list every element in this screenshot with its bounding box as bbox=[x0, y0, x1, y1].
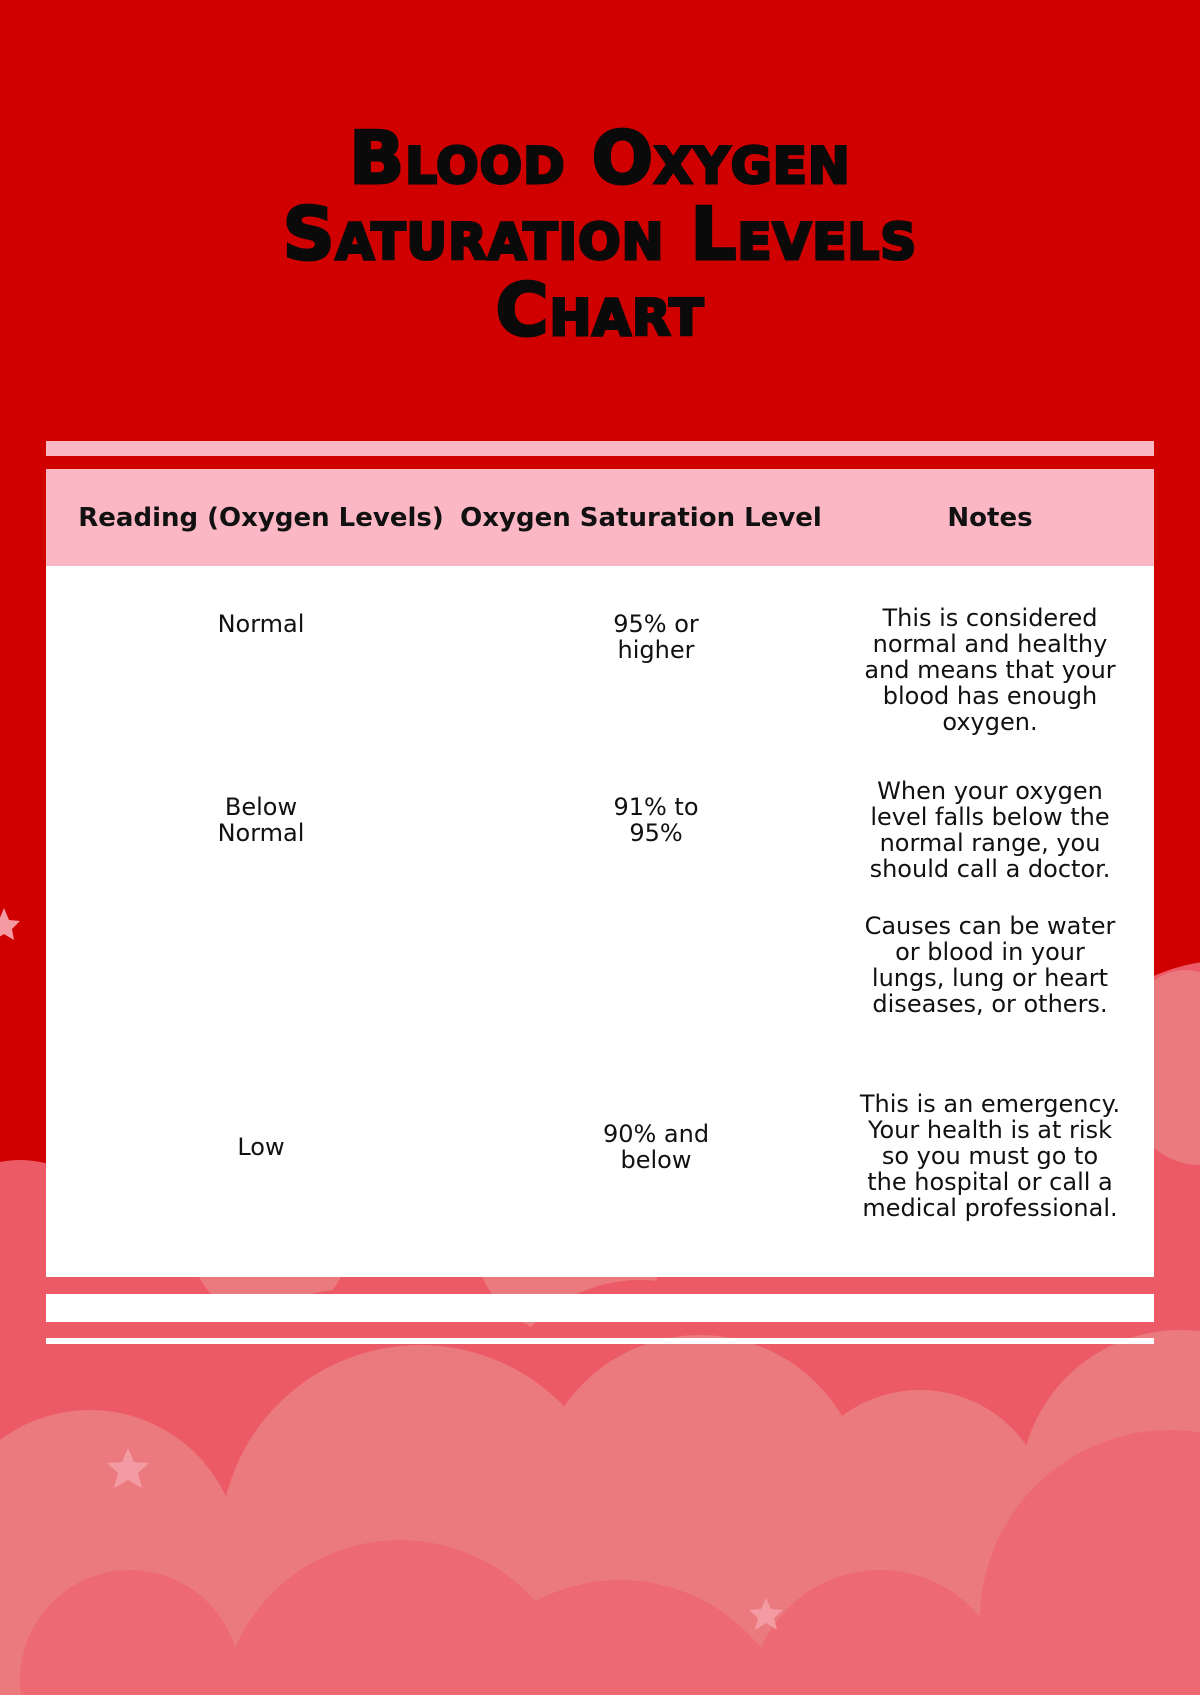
cell-notes-low: This is an emergency. Your health is at risk so you must go to the hospital or call a medical professional. bbox=[859, 1090, 1121, 1222]
top-divider-bar bbox=[46, 441, 1154, 456]
header-notes: Notes bbox=[947, 502, 1033, 533]
cell-reading-low: Low bbox=[237, 1133, 285, 1161]
cell-level-low: 90% and below bbox=[602, 1120, 710, 1174]
cell-level-below-normal: 91% to 95% bbox=[613, 793, 699, 847]
title-line: Blood Oxygen bbox=[349, 116, 851, 200]
title-line: Chart bbox=[495, 268, 705, 352]
bottom-divider-line bbox=[46, 1338, 1154, 1344]
cell-notes-below-normal-2: Causes can be water or blood in your lungs, lung or heart diseases, or others. bbox=[864, 912, 1116, 1018]
header-reading: Reading (Oxygen Levels) bbox=[78, 502, 444, 533]
oxygen-levels-table bbox=[46, 469, 1154, 1277]
cell-reading-below-normal: Below Normal bbox=[217, 793, 305, 847]
page-title bbox=[100, 116, 1100, 352]
header-saturation-level: Oxygen Saturation Level bbox=[460, 502, 822, 533]
bottom-divider-bar bbox=[46, 1294, 1154, 1322]
cell-notes-normal: This is considered normal and healthy and means that your blood has enough oxygen. bbox=[864, 604, 1116, 736]
cell-level-normal: 95% or higher bbox=[613, 610, 699, 664]
cell-reading-normal: Normal bbox=[217, 610, 305, 638]
title-line: Saturation Levels bbox=[282, 192, 918, 276]
cell-notes-below-normal-1: When your oxygen level falls below the normal range, you should call a doctor. bbox=[869, 777, 1111, 883]
table-header-row bbox=[46, 469, 1154, 566]
